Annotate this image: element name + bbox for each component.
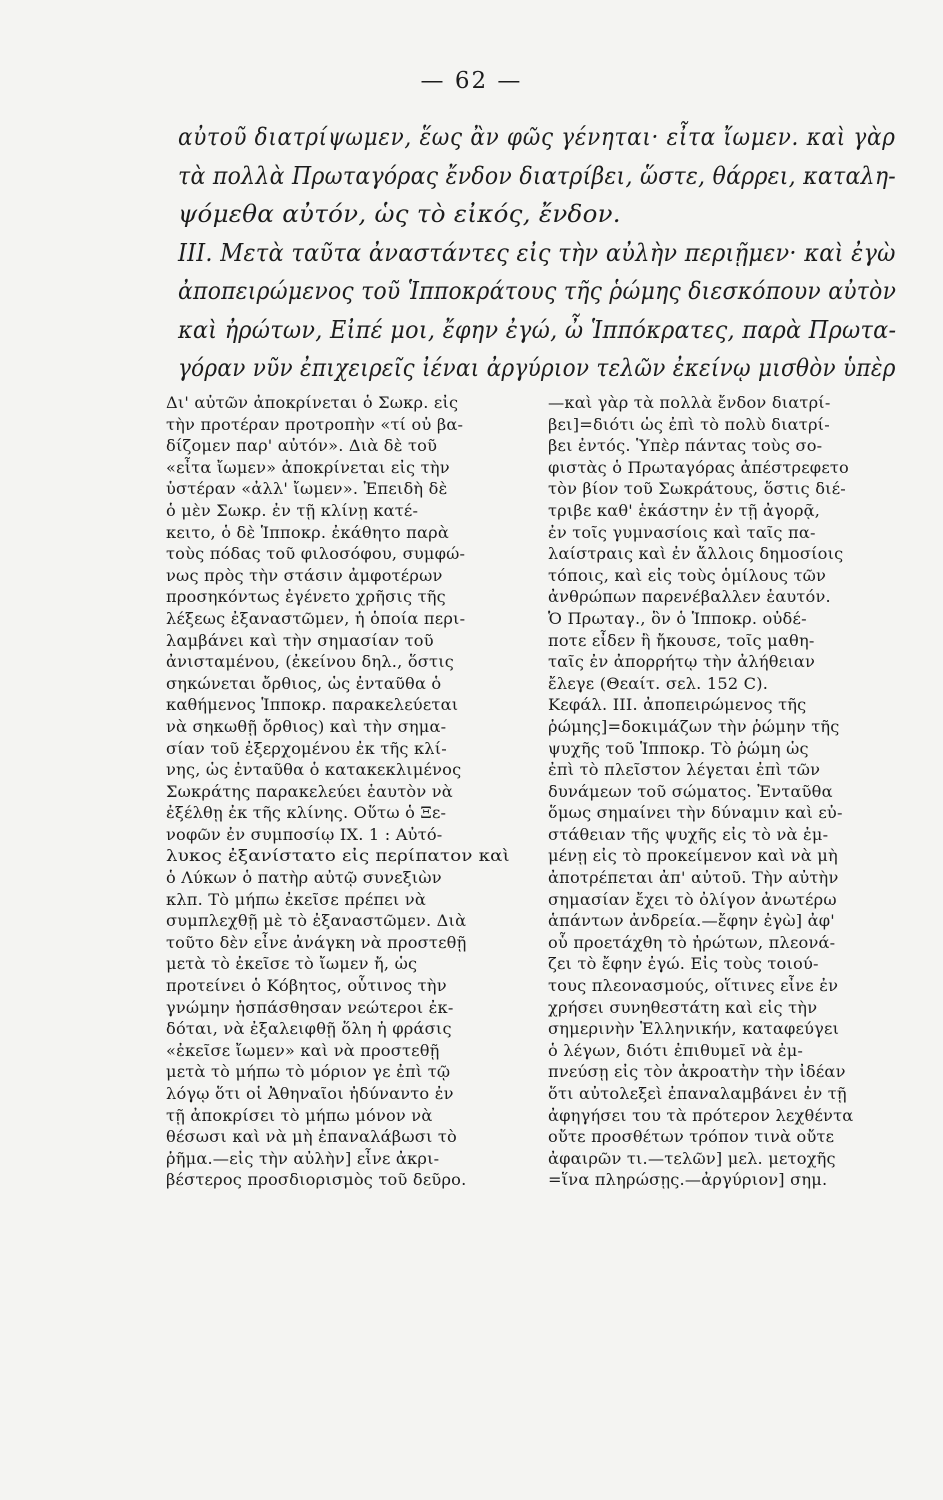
note-line-right: Ὁ Πρωταγ., ὃν ὁ Ἱπποκρ. οὐδέ- — [548, 608, 807, 628]
note-line-left: λόγῳ ὅτι οἱ Ἀθηναῖοι ἠδύναντο ἐν — [166, 1084, 454, 1103]
note-line-right: ἐν τοῖς γυμνασίοις καὶ ταῖς πα- — [548, 522, 816, 542]
note-line-left: τοὺς πόδας τοῦ φιλοσόφου, συμφώ- — [166, 544, 466, 564]
note-line-left: Σωκράτης παρακελεύει ἑαυτὸν νὰ — [166, 781, 453, 801]
note-line-left: ἐξέλθῃ ἐκ τῆς κλίνης. Οὕτω ὁ Ξε- — [166, 803, 447, 823]
note-line-left: δόται, νὰ ἐξαλειφθῇ ὅλη ἡ φράσις — [166, 1019, 452, 1039]
note-line-right: μένῃ εἰς τὸ προκείμενον καὶ νὰ μὴ — [548, 846, 838, 866]
note-line-right: τριβε καθ' ἑκάστην ἐν τῇ ἀγορᾷ, — [548, 500, 821, 520]
note-line-left: Δι' αὐτῶν ἀποκρίνεται ὁ Σωκρ. εἰς — [166, 393, 459, 412]
note-line-left: θέσωσι καὶ νὰ μὴ ἐπαναλάβωσι τὸ — [166, 1127, 457, 1147]
note-line-right: ταῖς ἐν ἀπορρήτῳ τὴν ἀλήθειαν — [548, 652, 816, 672]
note-line-right: τους πλεονασμούς, οἵτινες εἶνε ἐν — [548, 976, 839, 996]
note-line-left: λέξεως ἐξαναστῶμεν, ἡ ὁποία περι- — [166, 608, 466, 628]
main-text-line: γόραν νῦν ἐπιχειρεῖς ἰέναι ἀργύριον τελῶν ἐκείνῳ μισθὸν ὑπὲρ — [178, 353, 896, 382]
note-line-left: μετὰ τὸ ἐκεῖσε τὸ ἴωμεν ἤ, ὡς — [166, 954, 418, 974]
note-line-left: καθήμενος Ἱπποκρ. παρακελεύεται — [166, 695, 459, 715]
note-line-right: ποτε εἶδεν ἢ ἤκουσε, τοῖς μαθη- — [548, 630, 815, 650]
note-line-right: δυνάμεων τοῦ σώματος. Ἐνταῦθα — [548, 781, 833, 801]
note-line-left: σίαν τοῦ ἐξερχομένου ἐκ τῆς κλί- — [166, 738, 447, 758]
main-text-line: τὰ πολλὰ Πρωταγόρας ἔνδον διατρίβει, ὥστε, θάρρει, καταλη- — [178, 160, 897, 190]
main-text — [178, 118, 896, 388]
note-line-right: ῥώμης]=δοκιμάζων τὴν ῥώμην τῆς — [548, 716, 840, 736]
main-text-line: αὐτοῦ διατρίψωμεν, ἕως ἂν φῶς γένηται· εἶτα ἴωμεν. καὶ γὰρ — [178, 122, 896, 151]
note-line-right: ὅτι αὐτολεξεὶ ἐπαναλαμβάνει ἐν τῇ — [548, 1084, 847, 1103]
note-line-left: νοφῶν ἐν συμποσίῳ IX. 1 : Αὐτό- — [166, 824, 443, 844]
note-line-left: τῇ ἀποκρίσει τὸ μήπω μόνον νὰ — [166, 1105, 433, 1125]
note-line-right: πνεύσῃ εἰς τὸν ἀκροατὴν τὴν ἰδέαν — [548, 1062, 846, 1082]
note-line-left: νως πρὸς τὴν στάσιν ἀμφοτέρων — [166, 565, 443, 585]
note-line-left: ῥῆμα.—εἰς τὴν αὐλὴν] εἶνε ἀκρι- — [166, 1148, 440, 1168]
note-line-left: ὁ μὲν Σωκρ. ἐν τῇ κλίνῃ κατέ- — [166, 500, 419, 520]
note-line-right: =ἵνα πληρώσῃς.—ἀργύριον] σημ. — [548, 1170, 828, 1190]
note-line-left: «εἶτα ἴωμεν» ἀποκρίνεται εἰς τὴν — [166, 457, 450, 477]
note-line-right: τὸν βίον τοῦ Σωκράτους, ὅστις διέ- — [548, 479, 846, 499]
note-line-left: «ἐκεῖσε ἴωμεν» καὶ νὰ προστεθῇ — [166, 1040, 440, 1060]
note-line-left: τοῦτο δὲν εἶνε ἀνάγκη νὰ προστεθῇ — [166, 932, 467, 952]
note-line-left: κλπ. Τὸ μήπω ἐκεῖσε πρέπει νὰ — [166, 889, 426, 909]
note-line-right: ἔλεγε (Θεαίτ. σελ. 152 C). — [548, 673, 769, 693]
note-line-right: σημερινὴν Ἑλληνικήν, καταφεύγει — [548, 1019, 840, 1039]
main-text-line: III. Μετὰ ταῦτα ἀναστάντες εἰς τὴν αὐλὴν περιῇμεν· καὶ ἐγὼ — [178, 237, 896, 267]
note-line-right: ὅμως σημαίνει τὴν δύναμιν καὶ εὐ- — [548, 803, 843, 823]
note-line-left: προτείνει ὁ Κόβητος, οὗτινος τὴν — [166, 976, 447, 996]
note-line-left: δίζομεν παρ' αὐτόν». Διὰ δὲ τοῦ — [166, 436, 438, 456]
note-line-left: τὴν προτέραν προτροπὴν «τί οὐ βα- — [166, 414, 464, 434]
note-line-right: λαίστραις καὶ ἐν ἄλλοις δημοσίοις — [548, 544, 844, 564]
note-line-right: ἐπὶ τὸ πλεῖστον λέγεται ἐπὶ τῶν — [548, 760, 821, 780]
note-line-left: νὰ σηκωθῇ ὄρθιος) καὶ τὴν σημα- — [166, 716, 447, 736]
main-text-line: ἀποπειρώμενος τοῦ Ἱπποκράτους τῆς ῥώμης διεσκόπουν αὐτὸν — [178, 276, 897, 305]
notes-left-column — [166, 392, 510, 1191]
note-line-left: ἀνισταμένου, (ἐκείνου δηλ., ὅστις — [166, 652, 455, 672]
note-line-left: βέστερος προσδιορισμὸς τοῦ δεῦρο. — [166, 1170, 467, 1190]
note-line-left: ὁ Λύκων ὁ πατὴρ αὐτῷ συνεξιὼν — [166, 868, 442, 888]
note-line-left: κειτο, ὁ δὲ Ἱπποκρ. ἐκάθητο παρὰ — [166, 522, 449, 542]
note-line-left: προσηκόντως ἐγένετο χρῆσις τῆς — [166, 587, 446, 607]
note-line-left: γνώμην ἠσπάσθησαν νεώτεροι ἐκ- — [166, 997, 454, 1017]
note-line-right: ζει τὸ ἔφην ἐγώ. Εἰς τοὺς τοιού- — [548, 954, 819, 974]
note-line-left: λαμβάνει καὶ τὴν σημασίαν τοῦ — [166, 630, 434, 650]
notes-right-column — [548, 392, 898, 1191]
note-line-right: Κεφάλ. III. ἀποπειρώμενος τῆς — [548, 695, 807, 715]
note-line-right: ἁπάντων ἀνδρεία.—ἔφην ἐγὼ] ἀφ' — [548, 911, 835, 931]
note-line-right: σημασίαν ἔχει τὸ ὀλίγον ἀνωτέρω — [548, 889, 837, 909]
note-line-right: ἀποτρέπεται ἀπ' αὐτοῦ. Τὴν αὐτὴν — [548, 868, 839, 888]
note-line-right: τόποις, καὶ εἰς τοὺς ὁμίλους τῶν — [548, 565, 827, 585]
page-number: — 62 — — [420, 68, 523, 94]
note-line-left: νης, ὡς ἐνταῦθα ὁ κατακεκλιμένος — [166, 760, 462, 780]
main-text-line: ψόμεθα αὐτόν, ὡς τὸ εἰκός, ἔνδον. — [178, 199, 621, 228]
note-line-right: —καὶ γὰρ τὰ πολλὰ ἔνδον διατρί- — [548, 393, 831, 412]
note-line-right: οὔτε προσθέτων τρόπον τινὰ οὔτε — [548, 1127, 835, 1147]
note-line-right: βει]=διότι ὡς ἐπὶ τὸ πολὺ διατρί- — [548, 414, 830, 434]
note-line-left: συμπλεχθῇ μὲ τὸ ἐξαναστῶμεν. Διὰ — [166, 911, 467, 931]
note-line-right: χρήσει συνηθεστάτη καὶ εἰς τὴν — [548, 997, 818, 1017]
note-line-right: φιστὰς ὁ Πρωταγόρας ἀπέστρεφετο — [548, 457, 850, 477]
note-line-right: ἀνθρώπων παρενέβαλλεν ἑαυτόν. — [548, 587, 831, 607]
main-text-line: καὶ ἠρώτων, Εἰπέ μοι, ἔφην ἐγώ, ὦ Ἱππόκρατες, παρὰ Πρωτα- — [178, 314, 897, 344]
note-line-right: οὗ προετάχθη τὸ ἠρώτων, πλεονά- — [548, 932, 836, 952]
note-line-right: βει ἐντός. Ὑπὲρ πάντας τοὺς σο- — [548, 436, 823, 456]
note-line-right: ψυχῆς τοῦ Ἱπποκρ. Τὸ ῥώμη ὡς — [548, 738, 809, 758]
note-line-right: ὁ λέγων, διότι ἐπιθυμεῖ νὰ ἐμ- — [548, 1040, 804, 1060]
note-line-left: σηκώνεται ὄρθιος, ὡς ἐνταῦθα ὁ — [166, 673, 442, 693]
note-line-left: λυκος ἐξανίστατο εἰς περίπατον καὶ — [166, 846, 510, 866]
note-line-right: στάθειαν τῆς ψυχῆς εἰς τὸ νὰ ἐμ- — [548, 824, 829, 844]
note-line-right: ἀφηγήσει του τὰ πρότερον λεχθέντα — [548, 1105, 854, 1125]
note-line-right: ἀφαιρῶν τι.—τελῶν] μελ. μετοχῆς — [548, 1148, 836, 1168]
note-line-left: μετὰ τὸ μήπω τὸ μόριον γε ἐπὶ τῷ — [166, 1062, 451, 1082]
note-line-left: ὑστέραν «ἀλλ' ἴωμεν». Ἐπειδὴ δὲ — [166, 479, 448, 499]
